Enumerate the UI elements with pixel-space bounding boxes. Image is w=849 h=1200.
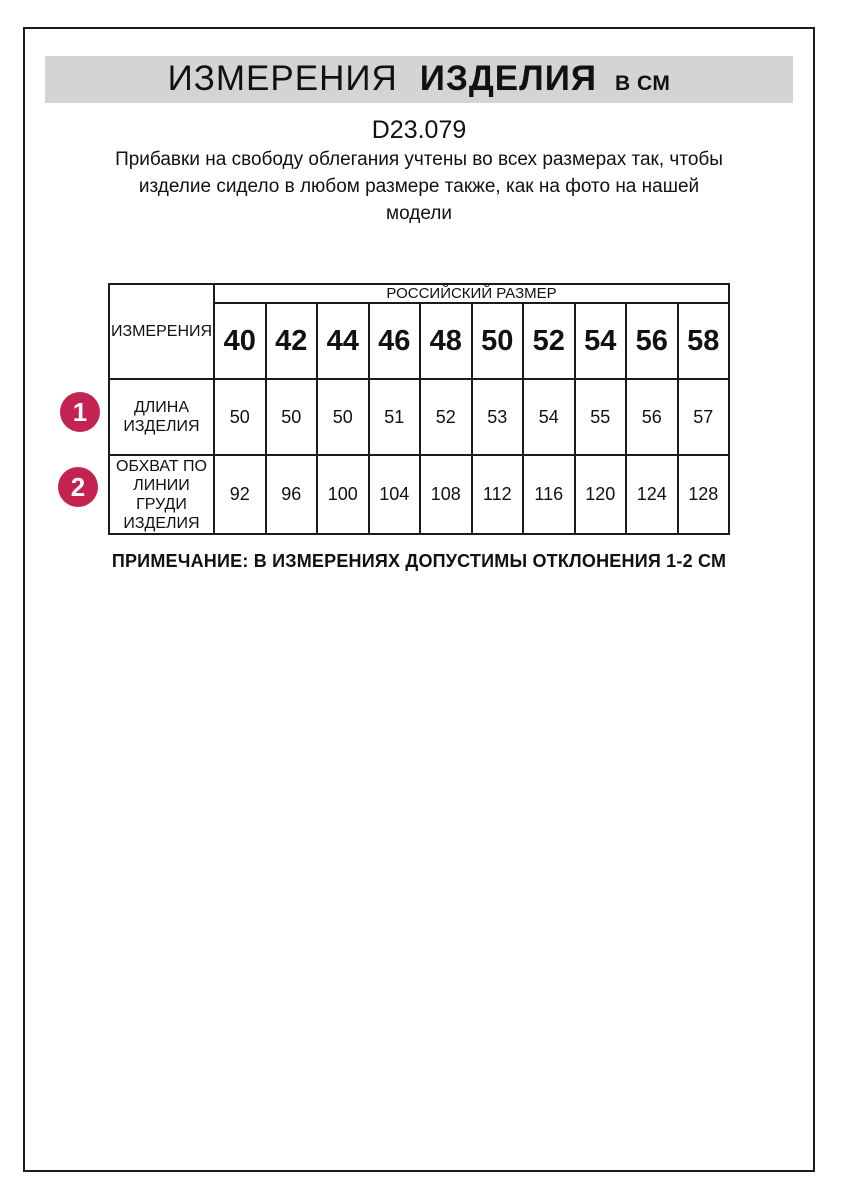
value-cell: 120 [575,455,627,534]
size-header: 50 [472,303,524,379]
row-marker-2: 2 [58,467,98,507]
value-cell: 104 [369,455,421,534]
note-text: ПРИМЕЧАНИЕ: В ИЗМЕРЕНИЯХ ДОПУСТИМЫ ОТКЛОНЕНИЯ 1-2 СМ [111,551,727,571]
value-cell: 50 [266,379,318,455]
value-cell: 124 [626,455,678,534]
value-cell: 50 [214,379,266,455]
table-group-header: РОССИЙСКИЙ РАЗМЕР [214,284,729,303]
title-main: ИЗМЕРЕНИЯ [167,59,398,98]
size-header: 52 [523,303,575,379]
size-header: 42 [266,303,318,379]
model-code: D23.079 [371,116,467,144]
value-cell: 108 [420,455,472,534]
value-cell: 51 [369,379,421,455]
value-cell: 55 [575,379,627,455]
value-cell: 56 [626,379,678,455]
size-header: 46 [369,303,421,379]
value-cell: 50 [317,379,369,455]
size-header: 40 [214,303,266,379]
value-cell: 53 [472,379,524,455]
table-corner-header: ИЗМЕРЕНИЯ [109,284,214,379]
value-cell: 112 [472,455,524,534]
title-secondary: ИЗДЕЛИЯ [419,59,598,98]
size-header: 44 [317,303,369,379]
table-row [109,379,729,455]
description-text: Прибавки на свободу облегания учтены во всех размерах так, чтобы изделие сидело в любом размере также, как на фото на нашей модели [115,149,723,224]
value-cell: 92 [214,455,266,534]
title-bar [45,56,793,103]
size-header: 56 [626,303,678,379]
value-cell: 116 [523,455,575,534]
row-marker-1: 1 [60,392,100,432]
value-cell: 100 [317,455,369,534]
value-cell: 128 [678,455,730,534]
title-unit: В СМ [615,72,671,95]
size-header: 48 [420,303,472,379]
value-cell: 57 [678,379,730,455]
row-label: ОБХВАТ ПО ЛИНИИ ГРУДИ ИЗДЕЛИЯ [109,455,214,534]
value-cell: 52 [420,379,472,455]
value-cell: 96 [266,455,318,534]
row-label: ДЛИНА ИЗДЕЛИЯ [109,379,214,455]
table-row [109,455,729,534]
measurements-table [108,283,730,535]
size-header: 54 [575,303,627,379]
size-header: 58 [678,303,730,379]
value-cell: 54 [523,379,575,455]
